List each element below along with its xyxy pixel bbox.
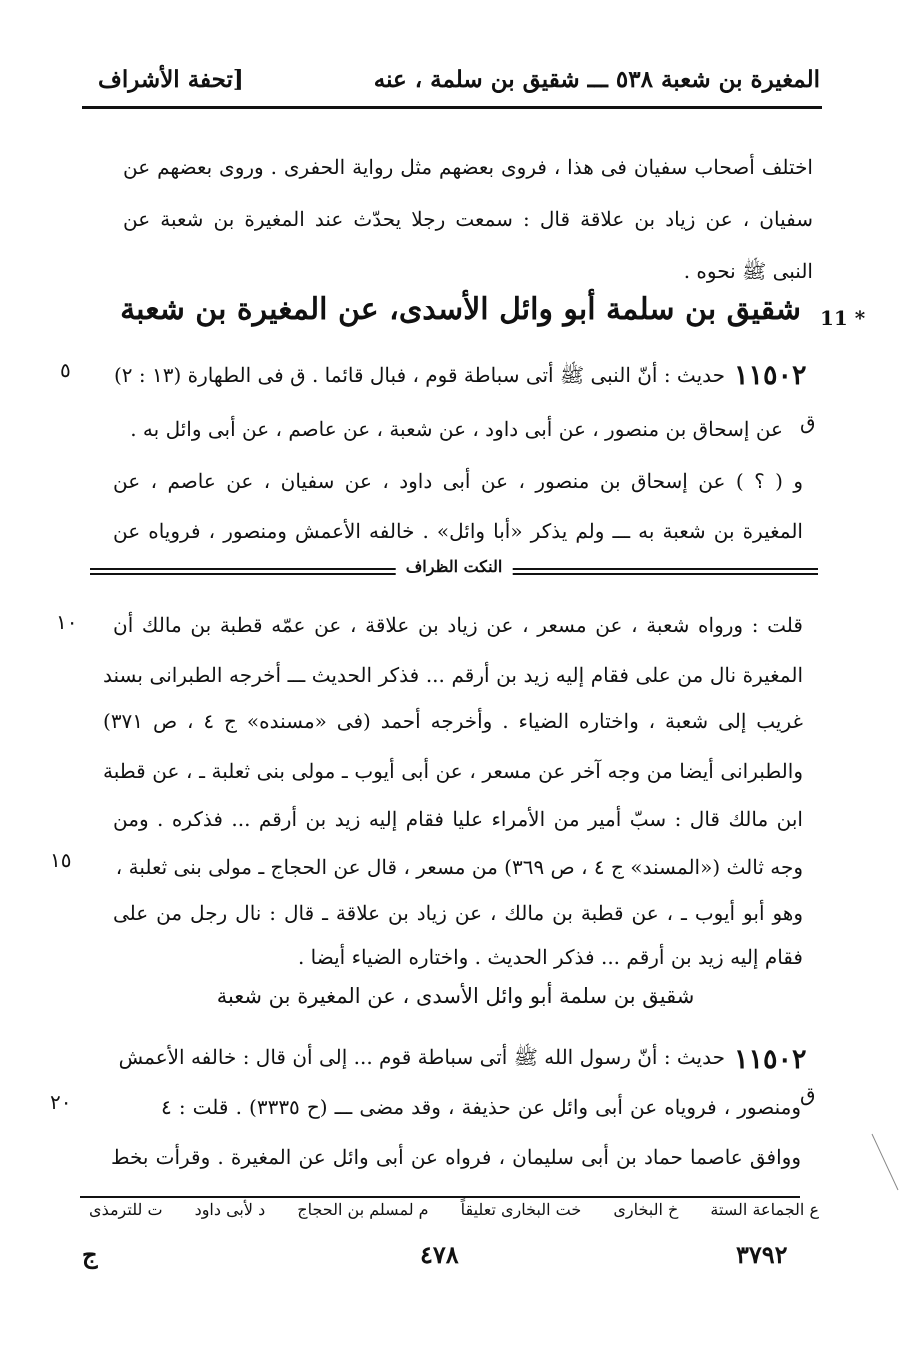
intro-line: اختلف أصحاب سفيان فى هذا ، فروى بعضهم مثل رواية الحفرى . وروى بعضهم عن [123, 155, 813, 179]
hadith-number: ١١٥٠٢ [734, 360, 807, 391]
margin-line-number: ١٠ [56, 610, 78, 634]
nukat-divider [90, 557, 818, 576]
footer-rule [80, 1196, 800, 1198]
hadith-number: ١١٥٠٢ [734, 1044, 807, 1075]
nukat-line: والطبرانى أيضا من وجه آخر عن مسعر ، عن أبى أيوب ـ مولى بنى ثعلبة ـ ، عن قطبة [103, 759, 803, 783]
nukat-line: وجه ثالث («المسند» ج ٤ ، ص ٣٦٩) من مسعر ، قال عن الحجاج ـ مولى بنى ثعلبة ، [115, 855, 803, 879]
hadith-line: ومنصور ، فروياه عن أبى وائل عن حذيفة ، وقد مضى ـــ (ح ٣٣٣٥) . قلت : ٤ [161, 1095, 802, 1119]
section-mark: 11 * [820, 306, 866, 330]
intro-line: النبى ﷺ نحوه . [683, 259, 813, 283]
book-title: [تحفة الأشراف [98, 66, 244, 93]
page-number: ٤٧٨ [420, 1240, 459, 1269]
nukat-line: وهو أبو أيوب ـ ، عن قطبة بن مالك ، عن زياد بن علاقة ـ قال : نال رجل من على [113, 901, 803, 925]
abbreviation-legend [89, 1200, 819, 1219]
legend-item: خ البخارى [613, 1200, 679, 1219]
running-header [80, 62, 820, 102]
margin-line-number: ٢٠ [50, 1090, 72, 1114]
sub-heading: شقيق بن سلمة أبو وائل الأسدى ، عن المغيرة بن شعبة [216, 984, 695, 1008]
hadith-line: حديث : أنّ النبى ﷺ أتى سباطة قوم ، فبال قائما . ق فى الطهارة (١٣ : ٢) [113, 363, 725, 387]
header-title: المغيرة بن شعبة ٥٣٨ ـــ شقيق بن سلمة ، عنه [373, 66, 820, 93]
intro-line: سفيان ، عن زياد بن علاقة قال : سمعت رجلا يحدّث عند المغيرة بن شعبة عن [123, 207, 813, 231]
section-title: شقيق بن سلمة أبو وائل الأسدى، عن المغيرة بن شعبة [120, 292, 801, 327]
legend-item: ت للترمذى [89, 1200, 163, 1219]
margin-line-number: ٥ [60, 358, 71, 382]
nukat-line: ابن مالك قال : سبّ أمير من الأمراء عليا فقام إليه زيد بن أرقم ... فذكره . ومن [113, 807, 803, 831]
divider-label: النكت الظراف [396, 557, 513, 576]
nukat-line: فقام إليه زيد بن أرقم ... فذكر الحديث . واختاره الضياء أيضا . [297, 945, 803, 969]
hadith-line: و ( ؟ ) عن إسحاق بن منصور ، عن أبى داود ، عن سفيان ، عن عاصم ، عن [113, 469, 803, 493]
legend-item: خت البخارى تعليقاً [460, 1200, 582, 1219]
nukat-line: غريب إلى شعبة ، واختاره الضياء . وأخرجه أحمد (فى «مسنده» ج ٤ ، ص ٣٧١) [103, 709, 803, 733]
margin-source-letter: ق [800, 410, 816, 434]
legend-item: م لمسلم بن الحجاج [297, 1200, 429, 1219]
legend-item: ع الجماعة الستة [710, 1200, 819, 1219]
hadith-line: ووافق عاصما حماد بن أبى سليمان ، فرواه عن أبى وائل عن المغيرة . وقرأت بخط [111, 1145, 801, 1169]
hadith-line: المغيرة بن شعبة به ـــ ولم يذكر «أبا وائل» . خالفه الأعمش ومنصور ، فروياه عن [113, 519, 803, 543]
hadith-line: حديث : أنّ رسول الله ﷺ أتى سباطة قوم ... إلى أن قال : خالفه الأعمش [118, 1045, 725, 1069]
page-crease-mark [870, 1132, 900, 1192]
legend-item: د لأبى داود [194, 1200, 266, 1219]
margin-line-number: ١٥ [50, 848, 72, 872]
nukat-line: قلت : ورواه شعبة ، عن مسعر ، عن زياد بن علاقة ، عن عمّه قطبة بن مالك أن [113, 613, 803, 637]
nukat-line: المغيرة نال من على فقام إليه زيد بن أرقم ... فذكر الحديث ـــ أخرجه الطبرانى بسند [103, 663, 803, 687]
volume-letter: ج [82, 1240, 98, 1269]
hadith-line: عن إسحاق بن منصور ، عن أبى داود ، عن شعبة ، عن عاصم ، عن أبى وائل به . [130, 417, 783, 441]
margin-source-letter: ق [800, 1082, 816, 1106]
hadith-total-number: ٣٧٩٢ [736, 1240, 788, 1269]
header-rule [82, 106, 822, 109]
